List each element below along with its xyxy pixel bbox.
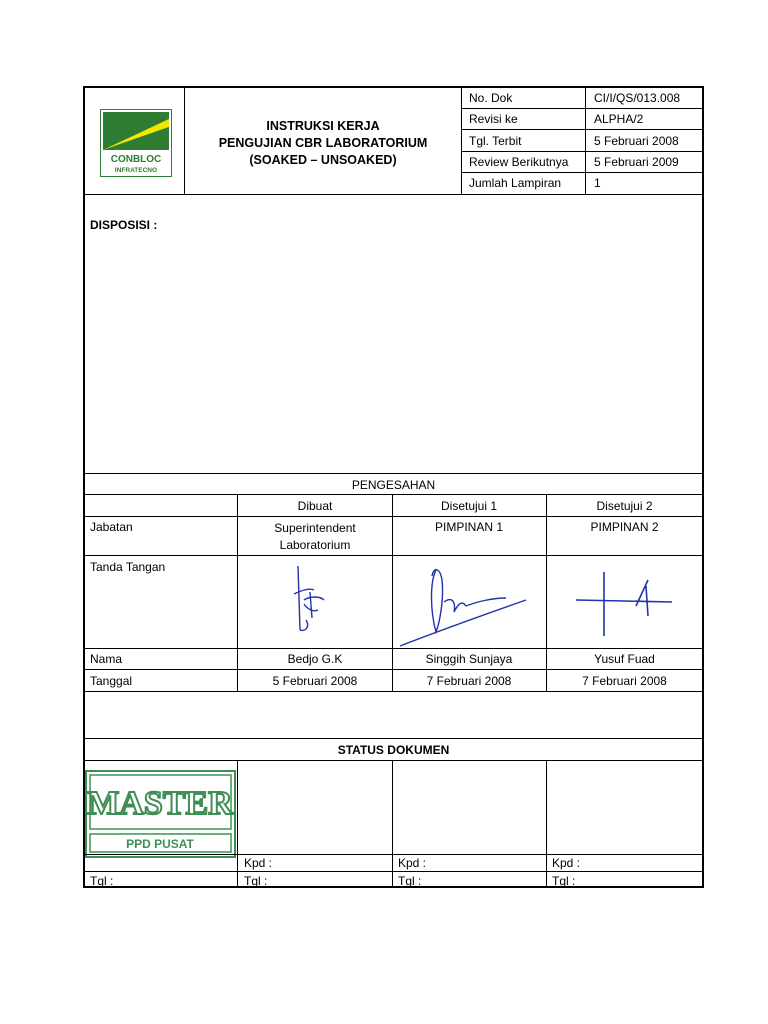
col-header-dibuat: Dibuat <box>297 499 333 513</box>
svg-text:PPD PUSAT: PPD PUSAT <box>126 837 194 851</box>
conbloc-logo <box>100 109 172 177</box>
jabatan-dibuat <box>238 520 392 554</box>
info-value-lampiran: 1 <box>594 176 601 190</box>
info-value-review: 5 Februari 2009 <box>594 155 679 169</box>
info-row-line-4 <box>461 172 703 173</box>
header-divider-logo <box>184 86 185 194</box>
border-bottom <box>83 886 704 888</box>
status-col-divider-1 <box>237 760 238 886</box>
border-left <box>83 86 85 888</box>
tanggal-dibuat: 5 Februari 2008 <box>272 674 358 688</box>
signature-disetujui-1 <box>396 562 530 650</box>
title-line-3: (SOAKED – UNSOAKED) <box>249 153 397 167</box>
tgl-col-1: Tgl : <box>244 874 268 888</box>
svg-text:MASTER: MASTER <box>87 785 233 822</box>
kpd-col-3: Kpd : <box>552 856 581 870</box>
svg-text:INFRATECNO: INFRATECNO <box>114 167 158 174</box>
nama-row-bottom <box>83 669 704 670</box>
master-stamp <box>85 770 236 858</box>
jabatan-dibuat-line-1: Superintendent <box>274 521 356 535</box>
pengesahan-top-line <box>83 473 704 474</box>
info-value-revisi: ALPHA/2 <box>594 112 644 126</box>
info-value-no-dok: CI/I/QS/013.008 <box>594 91 681 105</box>
svg-text:CONBLOC: CONBLOC <box>110 154 162 165</box>
border-right <box>702 86 704 888</box>
jabatan-dibuat-line-2: Laboratorium <box>279 538 351 552</box>
status-title-bottom <box>83 760 704 761</box>
tanggal-disetujui-1: 7 Februari 2008 <box>426 674 512 688</box>
header-bottom-line <box>83 194 704 195</box>
info-row-line-1 <box>461 108 703 109</box>
title-line-2: PENGUJIAN CBR LABORATORIUM <box>218 136 428 150</box>
document-title <box>186 118 460 169</box>
pengesahan-col-divider-3 <box>546 494 547 691</box>
jabatan-row-bottom <box>83 555 704 556</box>
info-label-no-dok: No. Dok <box>469 91 513 105</box>
nama-dibuat: Bedjo G.K <box>287 652 343 666</box>
col-header-bottom <box>83 516 704 517</box>
tgl-col-0: Tgl : <box>90 874 114 888</box>
header-divider-info <box>585 86 586 194</box>
info-row-line-3 <box>461 151 703 152</box>
header-divider-title <box>461 86 462 194</box>
tanggal-disetujui-2: 7 Februari 2008 <box>582 674 667 688</box>
status-col-divider-2 <box>392 760 393 886</box>
info-row-line-2 <box>461 129 703 130</box>
jabatan-disetujui-2: PIMPINAN 2 <box>590 520 659 534</box>
signature-disetujui-2 <box>574 568 674 638</box>
info-label-review: Review Berikutnya <box>469 155 569 169</box>
nama-disetujui-1: Singgih Sunjaya <box>425 652 513 666</box>
status-top-line <box>83 738 704 739</box>
tgl-col-3: Tgl : <box>552 874 576 888</box>
row-label-jabatan: Jabatan <box>90 520 133 534</box>
kpd-col-1: Kpd : <box>244 856 273 870</box>
signature-dibuat <box>280 560 340 638</box>
tgl-col-2: Tgl : <box>398 874 422 888</box>
info-label-revisi: Revisi ke <box>469 112 518 126</box>
col-header-disetujui-1: Disetujui 1 <box>440 499 498 513</box>
status-col-divider-3 <box>546 760 547 886</box>
pengesahan-title: PENGESAHAN <box>351 478 436 492</box>
border-top <box>83 86 704 88</box>
kpd-row-top <box>83 854 704 855</box>
pengesahan-title-bottom <box>83 494 704 495</box>
status-dokumen-title: STATUS DOKUMEN <box>337 743 450 757</box>
row-label-tanggal: Tanggal <box>90 674 133 688</box>
info-label-lampiran: Jumlah Lampiran <box>469 176 562 190</box>
pengesahan-col-divider-2 <box>392 494 393 691</box>
row-label-tanda-tangan: Tanda Tangan <box>90 560 166 574</box>
jabatan-disetujui-1: PIMPINAN 1 <box>434 520 503 534</box>
info-value-tgl-terbit: 5 Februari 2008 <box>594 134 679 148</box>
title-line-1: INSTRUKSI KERJA <box>266 119 380 133</box>
pengesahan-col-divider-1 <box>237 494 238 691</box>
row-label-nama: Nama <box>90 652 123 666</box>
col-header-disetujui-2: Disetujui 2 <box>596 499 653 513</box>
disposisi-label: DISPOSISI : <box>90 218 158 232</box>
nama-disetujui-2: Yusuf Fuad <box>594 652 655 666</box>
tanda-tangan-row-bottom <box>83 648 704 649</box>
kpd-col-2: Kpd : <box>398 856 427 870</box>
tanggal-row-bottom <box>83 691 704 692</box>
info-label-tgl-terbit: Tgl. Terbit <box>469 134 522 148</box>
tgl-row-top <box>83 871 704 872</box>
